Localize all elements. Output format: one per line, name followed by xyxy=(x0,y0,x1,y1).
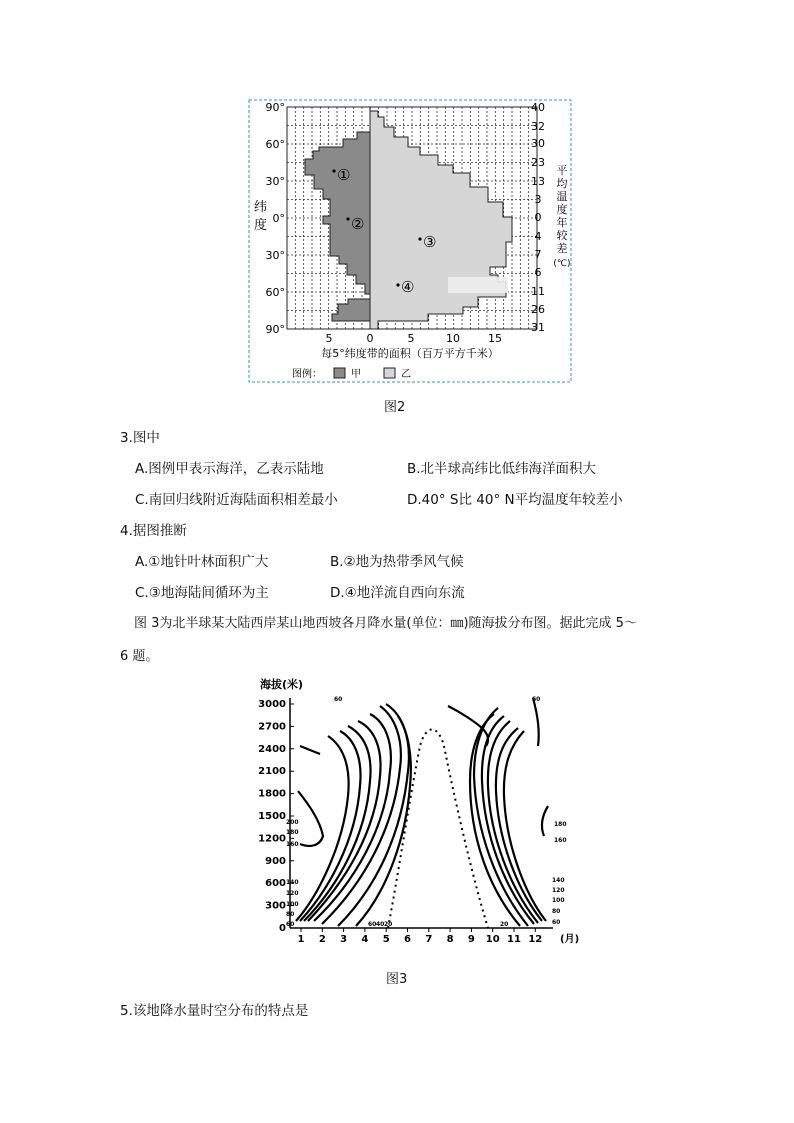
left-contours xyxy=(296,704,411,926)
temp-value: 6 xyxy=(534,266,542,279)
lat-axis-title-2: 度 xyxy=(254,218,268,233)
question-4-stem: 4.据图推断 xyxy=(120,523,187,539)
temp-axis-title: 平 xyxy=(556,164,568,177)
temp-value: 0 xyxy=(534,211,542,224)
figure-3-caption: 图3 xyxy=(386,972,408,987)
contour-label: 60 xyxy=(286,921,295,928)
contour-label: 120 xyxy=(286,890,299,897)
x-tick-label: 5 xyxy=(382,934,390,945)
intro-line-2: 6 题。 xyxy=(120,649,159,664)
temp-value: 31 xyxy=(531,321,545,334)
lat-label: 90° xyxy=(265,323,285,336)
lat-label: 0° xyxy=(272,212,285,225)
contour-label: 160 xyxy=(286,841,299,848)
y-tick-label: 2100 xyxy=(258,766,286,778)
point-4 xyxy=(396,283,399,286)
contour-label: 100 xyxy=(552,897,565,904)
lat-label: 30° xyxy=(265,249,285,262)
temp-axis-title: 均 xyxy=(556,177,568,190)
contour-label: 180 xyxy=(286,829,299,836)
lat-label: 90° xyxy=(265,101,285,114)
figure-2-caption: 图2 xyxy=(384,400,406,415)
temp-value: 11 xyxy=(531,285,545,298)
legend-yi: 乙 xyxy=(401,369,411,380)
point-1 xyxy=(332,169,335,172)
question-4-option-a: A.①地针叶林面积广大 xyxy=(135,554,269,570)
legend-label: 图例： xyxy=(292,369,322,380)
x-tick: 5 xyxy=(325,332,333,345)
figure-3 xyxy=(248,676,580,952)
y-tick-label: 2700 xyxy=(258,721,286,733)
y-tick-label: 1500 xyxy=(258,811,286,822)
figure-3-svg xyxy=(248,676,580,952)
contour-label: 20 xyxy=(500,921,509,928)
point-3 xyxy=(418,237,421,240)
x-tick-label: 6 xyxy=(404,934,411,945)
x-axis-title: 每5°纬度带的面积（百万平方千米） xyxy=(321,347,499,360)
contour-label: 60 xyxy=(334,696,343,703)
temp-axis-title: 较 xyxy=(556,229,568,242)
x-tick: 0 xyxy=(366,332,374,345)
y-tick-label: 0 xyxy=(279,923,286,934)
temp-value: 26 xyxy=(531,303,545,316)
right-contours xyxy=(470,698,548,926)
point-label-3: ③ xyxy=(423,233,437,251)
y-tick-label: 2400 xyxy=(258,743,286,755)
temp-value: 13 xyxy=(531,175,545,188)
legend-swatch-yi xyxy=(384,368,395,378)
temp-axis-unit: (℃) xyxy=(553,259,571,269)
question-3-stem: 3.图中 xyxy=(120,430,160,446)
temp-axis-title: 温 xyxy=(556,190,568,203)
contour-label: 120 xyxy=(552,887,565,894)
question-3-option-a: A.图例甲表示海洋，乙表示陆地 xyxy=(135,461,324,477)
x-tick-label: 3 xyxy=(340,934,348,945)
y-tick-label: 300 xyxy=(265,900,286,912)
point-label-1: ① xyxy=(337,166,351,184)
question-3-option-d: D.40° S比 40° N平均温度年较差小 xyxy=(407,492,623,508)
question-4-option-d: D.④地洋流自西向东流 xyxy=(330,585,465,601)
temp-value: 32 xyxy=(531,120,545,133)
x-axis-unit: (月) xyxy=(560,934,580,945)
temp-axis-title: 度 xyxy=(556,203,568,216)
contour-label: 100 xyxy=(286,901,299,908)
question-3-option-b: B.北半球高纬比低纬海洋面积大 xyxy=(407,461,597,477)
legend-jia: 甲 xyxy=(351,369,361,380)
x-tick-label: 4 xyxy=(361,934,369,945)
contour-label: 40 xyxy=(376,921,385,928)
question-3-option-c: C.南回归线附近海陆面积相差最小 xyxy=(135,492,338,508)
x-tick-label: 7 xyxy=(425,934,433,945)
question-4-option-b: B.②地为热带季风气候 xyxy=(330,554,464,570)
legend-swatch-jia xyxy=(334,368,345,378)
y-tick-label: 3000 xyxy=(258,699,286,710)
temp-axis-title: 年 xyxy=(556,216,568,229)
contour-label: 60 xyxy=(532,696,541,703)
x-tick-label: 9 xyxy=(467,934,475,945)
contour-label: 140 xyxy=(286,879,299,886)
temp-value: 3 xyxy=(534,193,542,206)
contour-label: 80 xyxy=(286,911,295,918)
x-tick: 15 xyxy=(488,332,502,345)
x-tick-label: 11 xyxy=(507,934,521,945)
contour-label: 160 xyxy=(554,837,567,844)
x-tick-label: 10 xyxy=(485,934,500,945)
question-5-stem: 5.该地降水量时空分布的特点是 xyxy=(120,1003,309,1019)
contour-label: 60 xyxy=(368,921,377,928)
contour-label: 180 xyxy=(554,821,567,828)
contour-label: 200 xyxy=(286,819,299,826)
temp-value: 40 xyxy=(531,101,545,114)
lat-label: 30° xyxy=(265,175,285,188)
figure-2-svg xyxy=(248,99,572,383)
lat-label: 60° xyxy=(265,286,285,299)
x-tick: 10 xyxy=(446,332,460,345)
lat-axis-title-1: 纬 xyxy=(254,200,268,215)
x-tick-label: 12 xyxy=(528,934,543,945)
temp-axis-title: 差 xyxy=(556,242,568,255)
blurred-patch xyxy=(448,277,508,293)
x-tick-label: 8 xyxy=(446,934,454,945)
contour-label: 20 xyxy=(384,921,393,928)
coast-line-south xyxy=(348,294,370,299)
figure-2 xyxy=(248,99,572,383)
x-tick-label: 2 xyxy=(318,934,326,945)
point-label-4: ④ xyxy=(401,278,415,296)
x-tick: 5 xyxy=(407,332,415,345)
intro-line-1: 图 3为北半球某大陆西岸某山地西坡各月降水量(单位：㎜)随海拔分布图。据此完成 5～ xyxy=(134,616,637,631)
temp-value: 7 xyxy=(534,248,542,261)
point-label-2: ② xyxy=(351,215,365,233)
contour-label: 140 xyxy=(552,877,565,884)
contour-label: 80 xyxy=(552,908,561,915)
y-tick-label: 1200 xyxy=(258,833,286,845)
y-axis-title: 海拔(米) xyxy=(260,678,304,691)
y-tick-label: 900 xyxy=(265,855,286,867)
lat-label: 60° xyxy=(265,138,285,151)
x-tick-label: 1 xyxy=(297,934,305,945)
temp-value: 4 xyxy=(534,230,542,243)
contour-label: 60 xyxy=(552,919,561,926)
y-tick-label: 600 xyxy=(265,878,286,890)
y-tick-label: 1800 xyxy=(258,788,286,800)
question-4-option-c: C.③地海陆间循环为主 xyxy=(135,585,269,601)
point-2 xyxy=(346,217,349,220)
temp-value: 30 xyxy=(531,137,545,150)
temp-value: 23 xyxy=(531,156,545,169)
